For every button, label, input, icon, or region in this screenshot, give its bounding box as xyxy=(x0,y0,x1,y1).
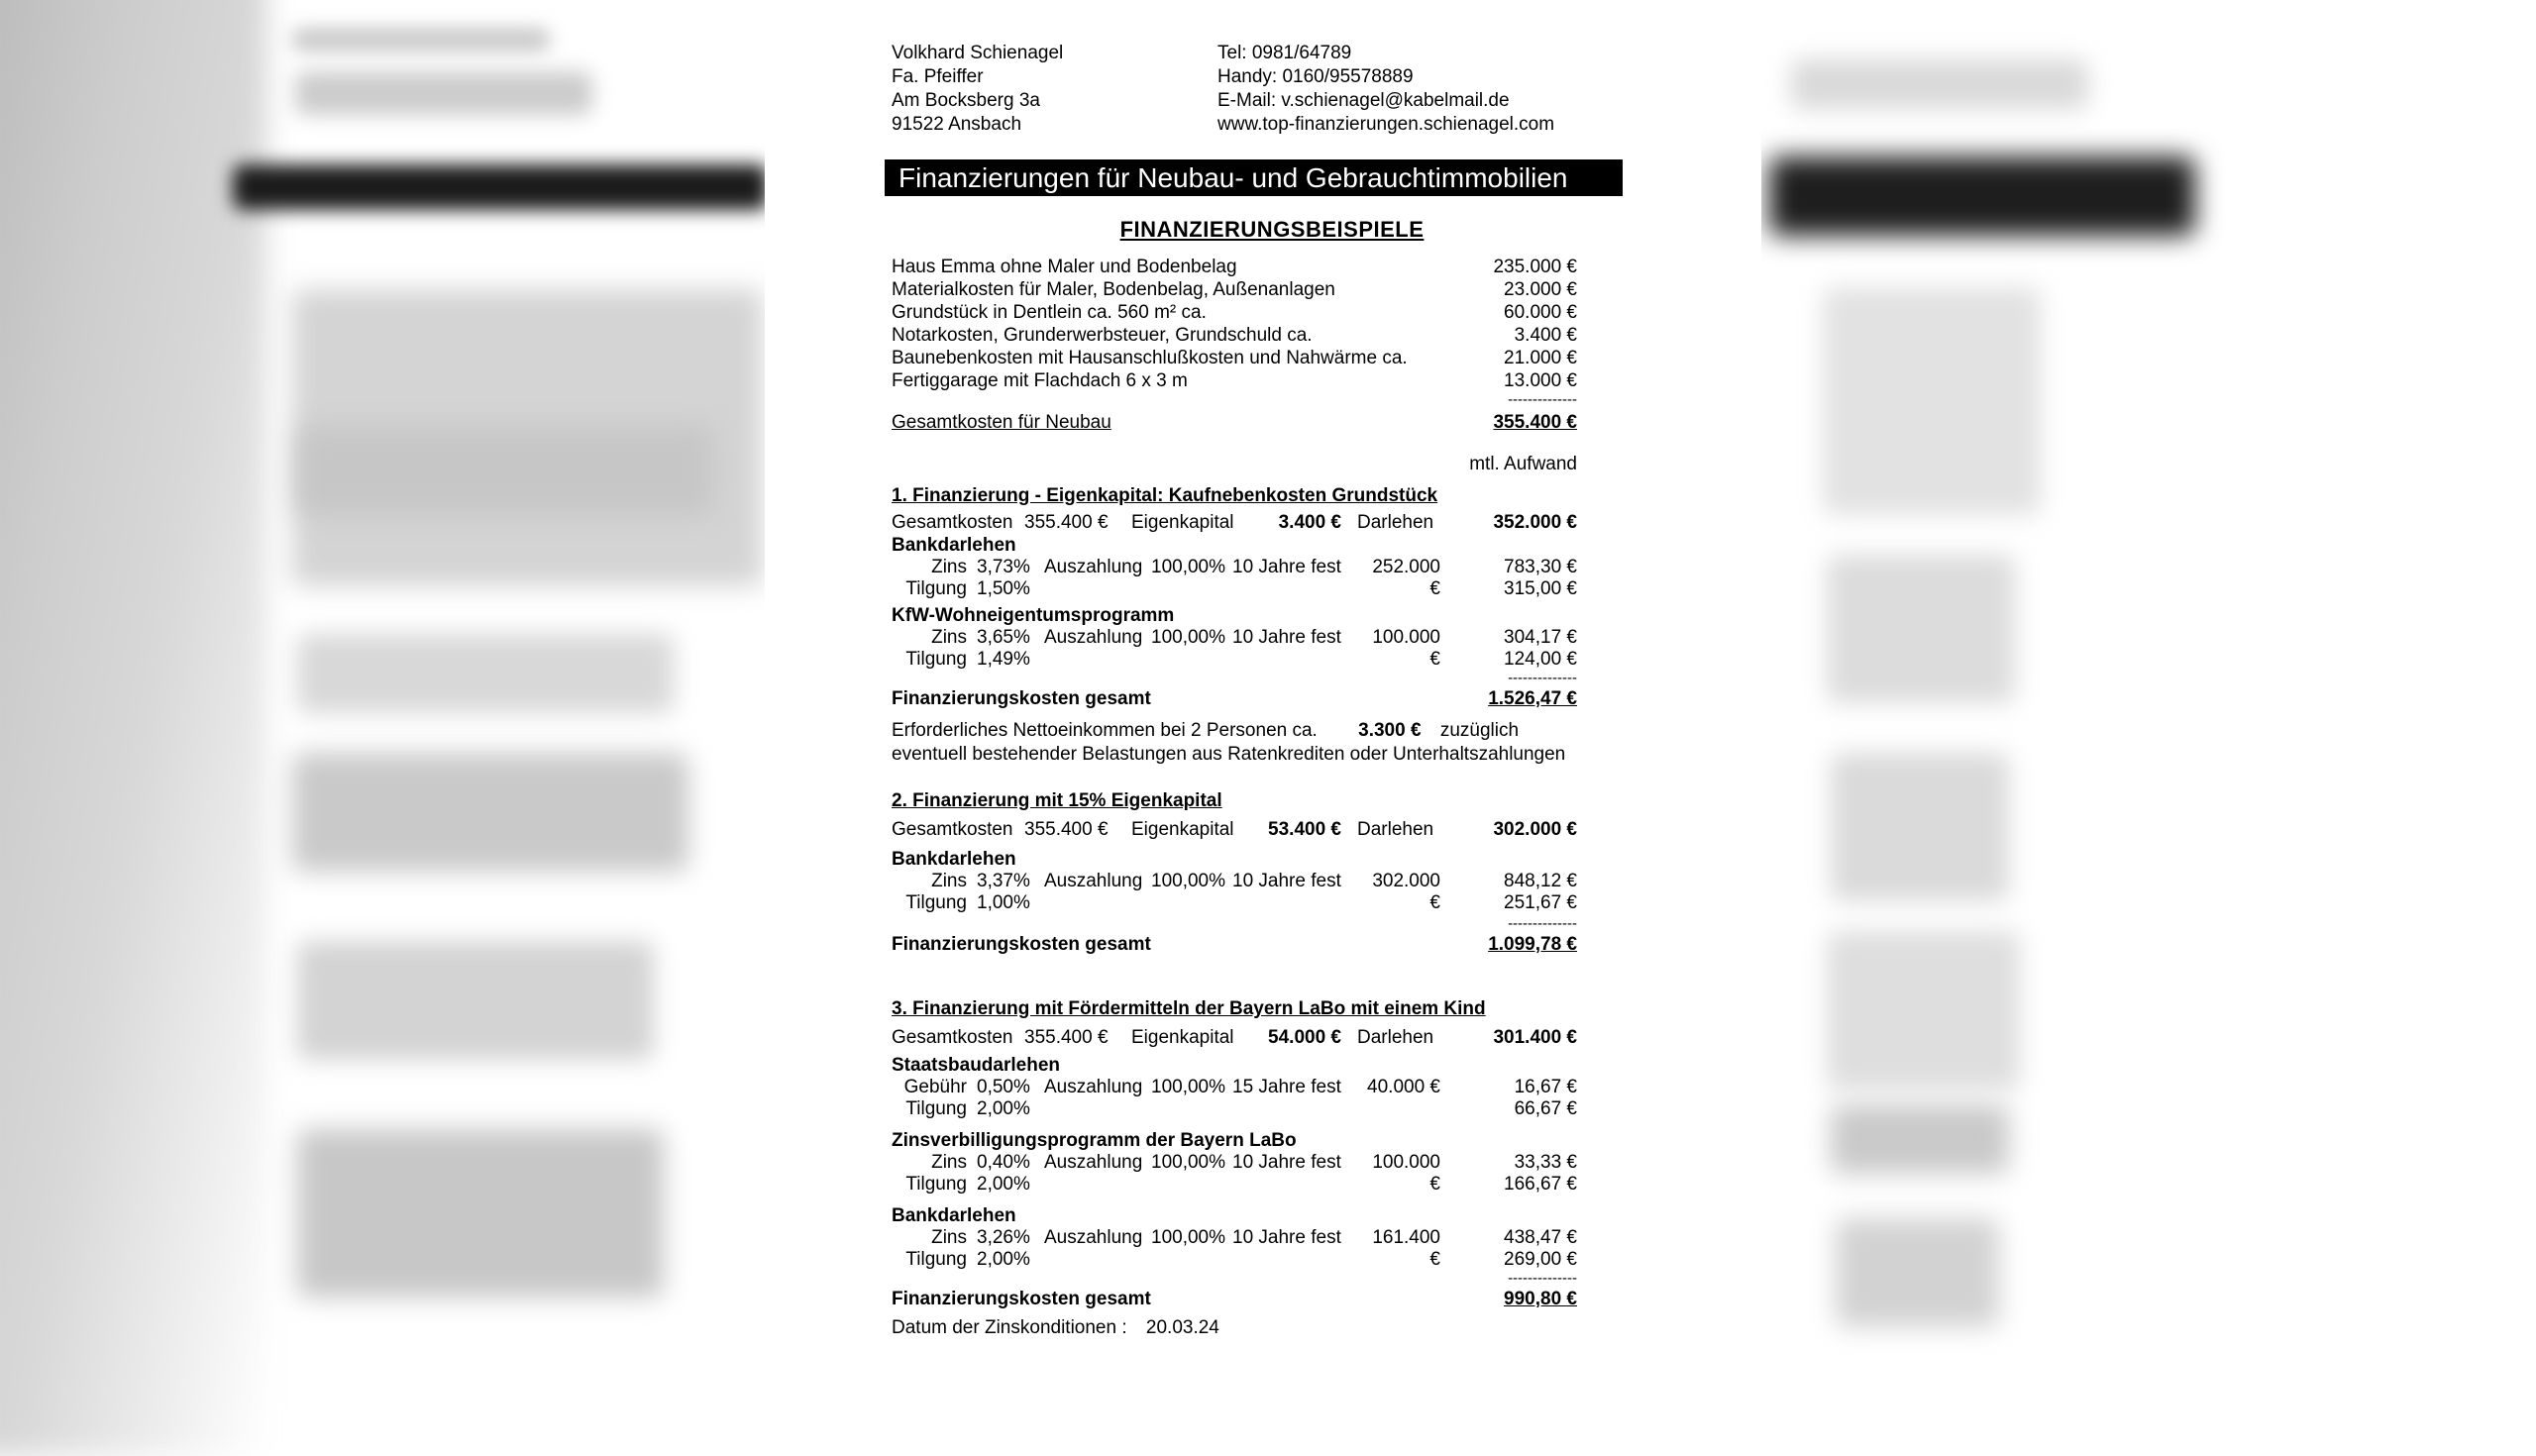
section-summary-row xyxy=(892,819,1577,841)
loan-term: 10 Jahre fest xyxy=(1232,627,1341,648)
loan-row-label: Tilgung xyxy=(905,1249,967,1270)
auszahlung-value: 100,00% xyxy=(1151,1227,1226,1248)
section-total-label: Finanzierungskosten gesamt xyxy=(892,688,1151,709)
loan-row-rate: 1,49% xyxy=(977,649,1030,670)
loan-row-rate: 1,00% xyxy=(977,892,1030,913)
dashed-separator: -------------- xyxy=(1508,915,1577,932)
loan-row xyxy=(892,1098,1577,1120)
income-amount: 3.300 € xyxy=(1358,720,1422,741)
contact-website: www.top-finanzierungen.schienagel.com xyxy=(1217,114,1555,135)
financing-section-1 xyxy=(892,485,1577,710)
loan-term: 10 Jahre fest xyxy=(1232,871,1341,891)
loan-amount: 161.400 € xyxy=(1372,1227,1440,1270)
left-blurred-text xyxy=(295,71,592,115)
loan-row-label: Gebühr xyxy=(903,1077,967,1097)
loan-row xyxy=(892,1249,1577,1271)
right-blurred-text xyxy=(1791,59,2088,109)
income-note xyxy=(892,719,1605,767)
eigenkapital-value: 53.400 € xyxy=(1268,819,1341,840)
eigenkapital-value: 3.400 € xyxy=(1278,512,1341,533)
gesamtkosten-label: Gesamtkosten xyxy=(892,512,1013,533)
section-total-value: 1.526,47 € xyxy=(1488,688,1577,709)
costs-total-row xyxy=(892,412,1577,434)
section-total-row xyxy=(892,934,1577,956)
income-note-text: Erforderliches Nettoeinkommen bei 2 Personen ca. xyxy=(892,720,1318,741)
loan-amount: 302.000 € xyxy=(1372,871,1440,913)
cost-amount: 21.000 € xyxy=(1504,348,1577,368)
cost-label: Notarkosten, Grunderwerbsteuer, Grundschuld ca. xyxy=(892,325,1313,346)
loan-row xyxy=(892,1077,1577,1098)
darlehen-label: Darlehen xyxy=(1357,819,1434,840)
conditions-date-line xyxy=(892,1317,1219,1339)
right-blurred-text xyxy=(1827,555,2015,703)
loan-monthly: 269,00 € xyxy=(1504,1249,1577,1270)
loan-term: 10 Jahre fest xyxy=(1232,1227,1341,1248)
loan-name: Zinsverbilligungsprogramm der Bayern LaBo xyxy=(892,1130,1297,1151)
contact-address-block xyxy=(892,42,1063,137)
cost-row xyxy=(892,278,1577,301)
loan-name: KfW-Wohneigentumsprogramm xyxy=(892,605,1175,626)
right-blurred-banner xyxy=(1769,156,2195,236)
cost-row xyxy=(892,256,1577,278)
loan-row-label: Tilgung xyxy=(905,892,967,913)
left-blurred-text xyxy=(297,426,713,515)
loan-monthly: 315,00 € xyxy=(1504,578,1577,599)
loan-row-label: Zins xyxy=(931,1152,967,1173)
contact-email: E-Mail: v.schienagel@kabelmail.de xyxy=(1217,90,1510,111)
cost-label: Baunebenkosten mit Hausanschlußkosten und Nahwärme ca. xyxy=(892,348,1408,368)
contact-tel: Tel: 0981/64789 xyxy=(1217,43,1352,63)
loan-monthly: 124,00 € xyxy=(1504,649,1577,670)
auszahlung-label: Auszahlung xyxy=(1044,871,1143,891)
loan-monthly: 304,17 € xyxy=(1504,627,1577,648)
auszahlung-value: 100,00% xyxy=(1151,627,1226,648)
loan-row-rate: 2,00% xyxy=(977,1174,1030,1195)
blurred-left-panel xyxy=(0,0,765,1426)
cost-amount: 60.000 € xyxy=(1504,302,1577,323)
left-blurred-text xyxy=(297,1129,664,1298)
darlehen-value: 352.000 € xyxy=(1493,512,1577,533)
left-blurred-banner xyxy=(233,164,768,210)
monthly-column-header: mtl. Aufwand xyxy=(1469,454,1577,474)
left-background-gradient xyxy=(0,0,267,1456)
loan-monthly: 33,33 € xyxy=(1514,1152,1577,1173)
gesamtkosten-label: Gesamtkosten xyxy=(892,819,1013,840)
loan-row-rate: 2,00% xyxy=(977,1249,1030,1270)
loan-amount: 40.000 € xyxy=(1367,1077,1440,1097)
auszahlung-label: Auszahlung xyxy=(1044,557,1143,577)
right-blurred-text xyxy=(1823,287,2041,515)
section-total-value: 1.099,78 € xyxy=(1488,934,1577,955)
income-note-line1 xyxy=(892,719,1605,743)
section-heading: 3. Finanzierung mit Fördermitteln der Bayern LaBo mit einem Kind xyxy=(892,998,1486,1019)
darlehen-value: 302.000 € xyxy=(1493,819,1577,840)
cost-amount: 235.000 € xyxy=(1493,257,1577,277)
auszahlung-label: Auszahlung xyxy=(1044,1227,1143,1248)
loan-row-label: Zins xyxy=(931,557,967,577)
loan-row-label: Tilgung xyxy=(905,649,967,670)
auszahlung-label: Auszahlung xyxy=(1044,627,1143,648)
loan-row-rate: 2,00% xyxy=(977,1098,1030,1119)
gesamtkosten-label: Gesamtkosten xyxy=(892,1027,1013,1048)
loan-monthly: 16,67 € xyxy=(1514,1077,1577,1097)
gesamtkosten-value: 355.400 € xyxy=(1024,512,1109,533)
right-blurred-text xyxy=(1831,753,2009,901)
section-heading: 1. Finanzierung - Eigenkapital: Kaufnebenkosten Grundstück xyxy=(892,485,1438,506)
loan-row-label: Zins xyxy=(931,871,967,891)
cost-list xyxy=(892,256,1577,434)
financing-section-3 xyxy=(892,998,1577,1310)
contact-name: Volkhard Schienagel xyxy=(892,43,1064,63)
loan-row-label: Tilgung xyxy=(905,1098,967,1119)
gesamtkosten-value: 355.400 € xyxy=(1024,819,1109,840)
loan-term: 10 Jahre fest xyxy=(1232,557,1341,577)
blurred-right-panel xyxy=(1761,0,2536,1426)
section-total-row xyxy=(892,1289,1577,1310)
auszahlung-value: 100,00% xyxy=(1151,1077,1226,1097)
cost-amount: 23.000 € xyxy=(1504,279,1577,300)
auszahlung-value: 100,00% xyxy=(1151,1152,1226,1173)
gesamtkosten-value: 355.400 € xyxy=(1024,1027,1109,1048)
auszahlung-value: 100,00% xyxy=(1151,557,1226,577)
loan-row-label: Zins xyxy=(931,627,967,648)
loan-row xyxy=(892,649,1577,671)
loan-row-label: Zins xyxy=(931,1227,967,1248)
section-total-label: Finanzierungskosten gesamt xyxy=(892,1289,1151,1309)
costs-total-label: Gesamtkosten für Neubau xyxy=(892,412,1111,433)
loan-name: Bankdarlehen xyxy=(892,535,1016,556)
income-note-text: zuzüglich xyxy=(1439,720,1520,741)
auszahlung-label: Auszahlung xyxy=(1044,1077,1143,1097)
contact-handy: Handy: 0160/95578889 xyxy=(1217,66,1414,87)
right-blurred-text xyxy=(1827,931,2020,1090)
cost-row xyxy=(892,301,1577,324)
income-note-line2: eventuell bestehender Belastungen aus Ratenkrediten oder Unterhaltszahlungen xyxy=(892,744,1566,765)
loan-row xyxy=(892,892,1577,914)
eigenkapital-label: Eigenkapital xyxy=(1131,512,1234,533)
darlehen-value: 301.400 € xyxy=(1493,1027,1577,1048)
auszahlung-value: 100,00% xyxy=(1151,871,1226,891)
loan-row-rate: 0,50% xyxy=(977,1077,1030,1097)
contact-comm-block xyxy=(1217,42,1554,137)
auszahlung-label: Auszahlung xyxy=(1044,1152,1143,1173)
darlehen-label: Darlehen xyxy=(1357,512,1434,533)
contact-street: Am Bocksberg 3a xyxy=(892,90,1040,111)
loan-row-label: Tilgung xyxy=(905,578,967,599)
darlehen-label: Darlehen xyxy=(1357,1027,1434,1048)
banner-title: Finanzierungen für Neubau- und Gebrauchtimmobilien xyxy=(885,159,1623,196)
section-total-row xyxy=(892,688,1577,710)
document-page xyxy=(765,0,1761,1426)
loan-monthly: 251,67 € xyxy=(1504,892,1577,913)
loan-amount: 100.000 € xyxy=(1372,1152,1440,1195)
loan-row-rate: 1,50% xyxy=(977,578,1030,599)
eigenkapital-value: 54.000 € xyxy=(1268,1027,1341,1048)
loan-row xyxy=(892,1174,1577,1196)
right-blurred-text xyxy=(1831,1104,2009,1174)
section-total-value: 990,80 € xyxy=(1504,1289,1577,1309)
contact-company: Fa. Pfeiffer xyxy=(892,66,984,87)
cost-amount: 13.000 € xyxy=(1504,370,1577,391)
costs-total-amount: 355.400 € xyxy=(1493,412,1577,433)
loan-row xyxy=(892,578,1577,600)
dashed-separator: -------------- xyxy=(1508,391,1577,408)
section-heading: 2. Finanzierung mit 15% Eigenkapital xyxy=(892,790,1222,811)
cost-amount: 3.400 € xyxy=(1514,325,1577,346)
loan-row-rate: 3,37% xyxy=(977,871,1030,891)
loan-term: 15 Jahre fest xyxy=(1232,1077,1341,1097)
loan-monthly: 66,67 € xyxy=(1514,1098,1577,1119)
cost-row xyxy=(892,324,1577,347)
loan-term: 10 Jahre fest xyxy=(1232,1152,1341,1173)
loan-monthly: 848,12 € xyxy=(1504,871,1577,891)
loan-amount: 100.000 € xyxy=(1372,627,1440,670)
loan-monthly: 783,30 € xyxy=(1504,557,1577,577)
dashed-separator: -------------- xyxy=(1508,1270,1577,1287)
conditions-date-value: 20.03.24 xyxy=(1145,1317,1219,1338)
loan-amount: 252.000 € xyxy=(1372,557,1440,599)
loan-name: Staatsbaudarlehen xyxy=(892,1055,1060,1076)
right-blurred-text xyxy=(1836,1218,1999,1327)
loan-name: Bankdarlehen xyxy=(892,849,1016,870)
loan-row-rate: 3,73% xyxy=(977,557,1030,577)
section-summary-row xyxy=(892,1027,1577,1049)
loan-row-rate: 3,65% xyxy=(977,627,1030,648)
eigenkapital-label: Eigenkapital xyxy=(1131,819,1234,840)
page-title: FINANZIERUNGSBEISPIELE xyxy=(1119,217,1425,242)
loan-monthly: 438,47 € xyxy=(1504,1227,1577,1248)
cost-label: Fertiggarage mit Flachdach 6 x 3 m xyxy=(892,370,1188,391)
loan-name: Bankdarlehen xyxy=(892,1205,1016,1226)
cost-label: Grundstück in Dentlein ca. 560 m² ca. xyxy=(892,302,1207,323)
eigenkapital-label: Eigenkapital xyxy=(1131,1027,1234,1048)
left-blurred-text xyxy=(292,28,550,52)
cost-row xyxy=(892,369,1577,392)
cost-row xyxy=(892,347,1577,369)
left-blurred-text xyxy=(297,634,674,713)
cost-label: Materialkosten für Maler, Bodenbelag, Außenanlagen xyxy=(892,279,1335,300)
loan-monthly: 166,67 € xyxy=(1504,1174,1577,1195)
contact-city: 91522 Ansbach xyxy=(892,114,1022,135)
loan-row-label: Tilgung xyxy=(905,1174,967,1195)
financing-section-2 xyxy=(892,790,1577,956)
dashed-separator: -------------- xyxy=(1508,670,1577,686)
section-summary-row xyxy=(892,512,1577,534)
loan-row-rate: 0,40% xyxy=(977,1152,1030,1173)
conditions-date-label: Datum der Zinskonditionen : xyxy=(892,1317,1127,1338)
loan-row-rate: 3,26% xyxy=(977,1227,1030,1248)
left-blurred-text xyxy=(292,753,688,872)
left-blurred-text xyxy=(297,941,654,1060)
section-total-label: Finanzierungskosten gesamt xyxy=(892,934,1151,955)
cost-label: Haus Emma ohne Maler und Bodenbelag xyxy=(892,257,1237,277)
